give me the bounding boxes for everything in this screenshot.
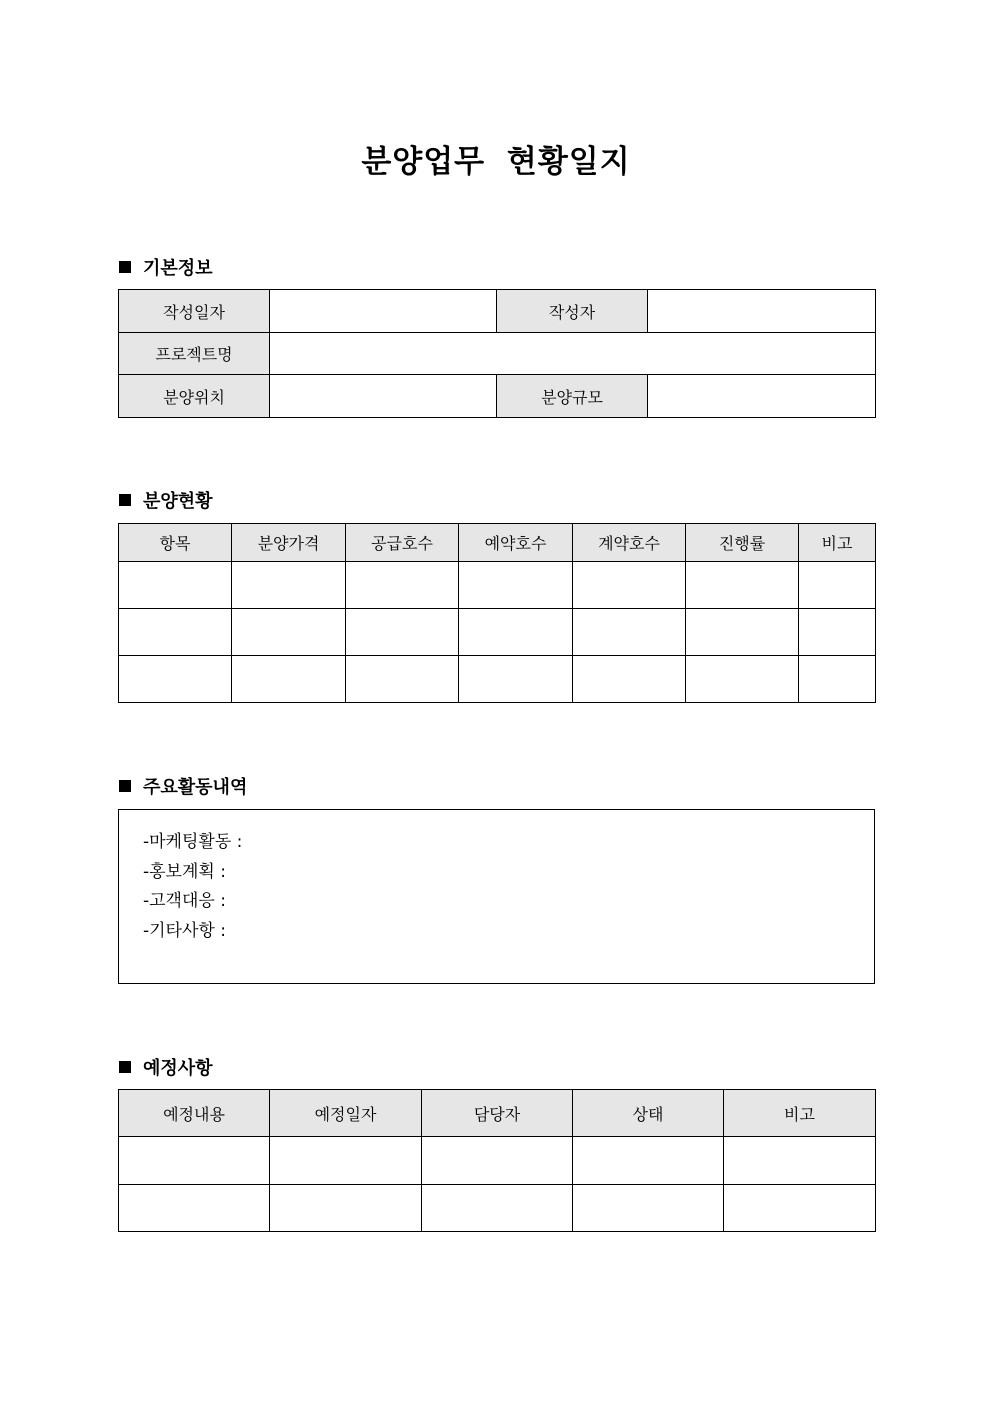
table-cell[interactable] [119, 656, 232, 703]
table-cell[interactable] [799, 562, 876, 609]
table-cell[interactable] [346, 562, 459, 609]
table-cell[interactable] [232, 609, 346, 656]
schedule-header-content: 예정내용 [119, 1090, 270, 1137]
square-bullet-icon [119, 780, 131, 792]
table-cell[interactable] [799, 609, 876, 656]
table-cell[interactable] [459, 656, 573, 703]
table-cell[interactable] [422, 1185, 573, 1232]
location-label: 분양위치 [119, 375, 270, 418]
status-header-reserved: 예약호수 [459, 524, 573, 562]
table-cell[interactable] [573, 562, 686, 609]
section-label: 기본정보 [143, 258, 213, 279]
author-date-label: 작성일자 [119, 290, 270, 333]
table-cell[interactable] [573, 609, 686, 656]
table-cell[interactable] [346, 609, 459, 656]
location-field[interactable] [270, 375, 497, 418]
scale-field[interactable] [648, 375, 876, 418]
table-row [119, 1137, 876, 1185]
status-header-supply: 공급호수 [346, 524, 459, 562]
section-label: 분양현황 [143, 491, 213, 512]
activity-etc-line: -기타사항 : [143, 920, 226, 941]
scale-label: 분양규모 [497, 375, 648, 418]
table-row [119, 656, 876, 703]
activity-customer-line: -고객대응 : [143, 891, 226, 911]
schedule-header-status: 상태 [573, 1090, 724, 1137]
square-bullet-icon [119, 261, 131, 273]
table-cell[interactable] [799, 656, 876, 703]
schedule-header-note: 비고 [724, 1090, 876, 1137]
author-date-field[interactable] [270, 290, 497, 333]
section-title-basic [119, 254, 213, 280]
schedule-header-owner: 담당자 [422, 1090, 573, 1137]
table-cell[interactable] [573, 656, 686, 703]
project-name-label: 프로젝트명 [119, 333, 270, 375]
table-cell[interactable] [573, 1137, 724, 1185]
table-cell[interactable] [686, 609, 799, 656]
table-cell[interactable] [119, 609, 232, 656]
project-name-field[interactable] [270, 333, 876, 375]
table-cell[interactable] [573, 1185, 724, 1232]
table-cell[interactable] [232, 562, 346, 609]
basic-info-table [118, 289, 876, 418]
table-cell[interactable] [422, 1137, 573, 1185]
table-cell[interactable] [686, 562, 799, 609]
table-row [119, 609, 876, 656]
activity-promotion-line: -홍보계획 : [143, 861, 226, 882]
status-table [118, 523, 876, 703]
status-header-note: 비고 [799, 524, 876, 562]
author-field[interactable] [648, 290, 876, 333]
table-row [119, 562, 876, 609]
status-header-progress: 진행률 [686, 524, 799, 562]
table-cell[interactable] [270, 1137, 422, 1185]
activity-box[interactable] [118, 809, 875, 984]
table-cell[interactable] [459, 562, 573, 609]
table-cell[interactable] [724, 1185, 876, 1232]
status-header-item: 항목 [119, 524, 232, 562]
square-bullet-icon [119, 494, 131, 506]
status-header-contracted: 계약호수 [573, 524, 686, 562]
schedule-table [118, 1089, 876, 1232]
table-cell[interactable] [119, 1185, 270, 1232]
table-cell[interactable] [119, 1137, 270, 1185]
section-title-schedule [119, 1054, 213, 1080]
status-header-price: 분양가격 [232, 524, 346, 562]
author-label: 작성자 [497, 290, 648, 333]
schedule-header-date: 예정일자 [270, 1090, 422, 1137]
section-title-status [119, 487, 213, 513]
table-row [119, 1185, 876, 1232]
table-cell[interactable] [232, 656, 346, 703]
page-title: 분양업무 현황일지 [361, 144, 631, 180]
square-bullet-icon [119, 1061, 131, 1073]
table-cell[interactable] [724, 1137, 876, 1185]
section-title-activity [119, 773, 247, 799]
section-label: 예정사항 [143, 1058, 213, 1079]
table-cell[interactable] [459, 609, 573, 656]
table-cell[interactable] [270, 1185, 422, 1232]
activity-marketing-line: -마케팅활동 : [143, 832, 243, 852]
section-label: 주요활동내역 [143, 777, 248, 798]
table-cell[interactable] [119, 562, 232, 609]
table-cell[interactable] [686, 656, 799, 703]
table-cell[interactable] [346, 656, 459, 703]
